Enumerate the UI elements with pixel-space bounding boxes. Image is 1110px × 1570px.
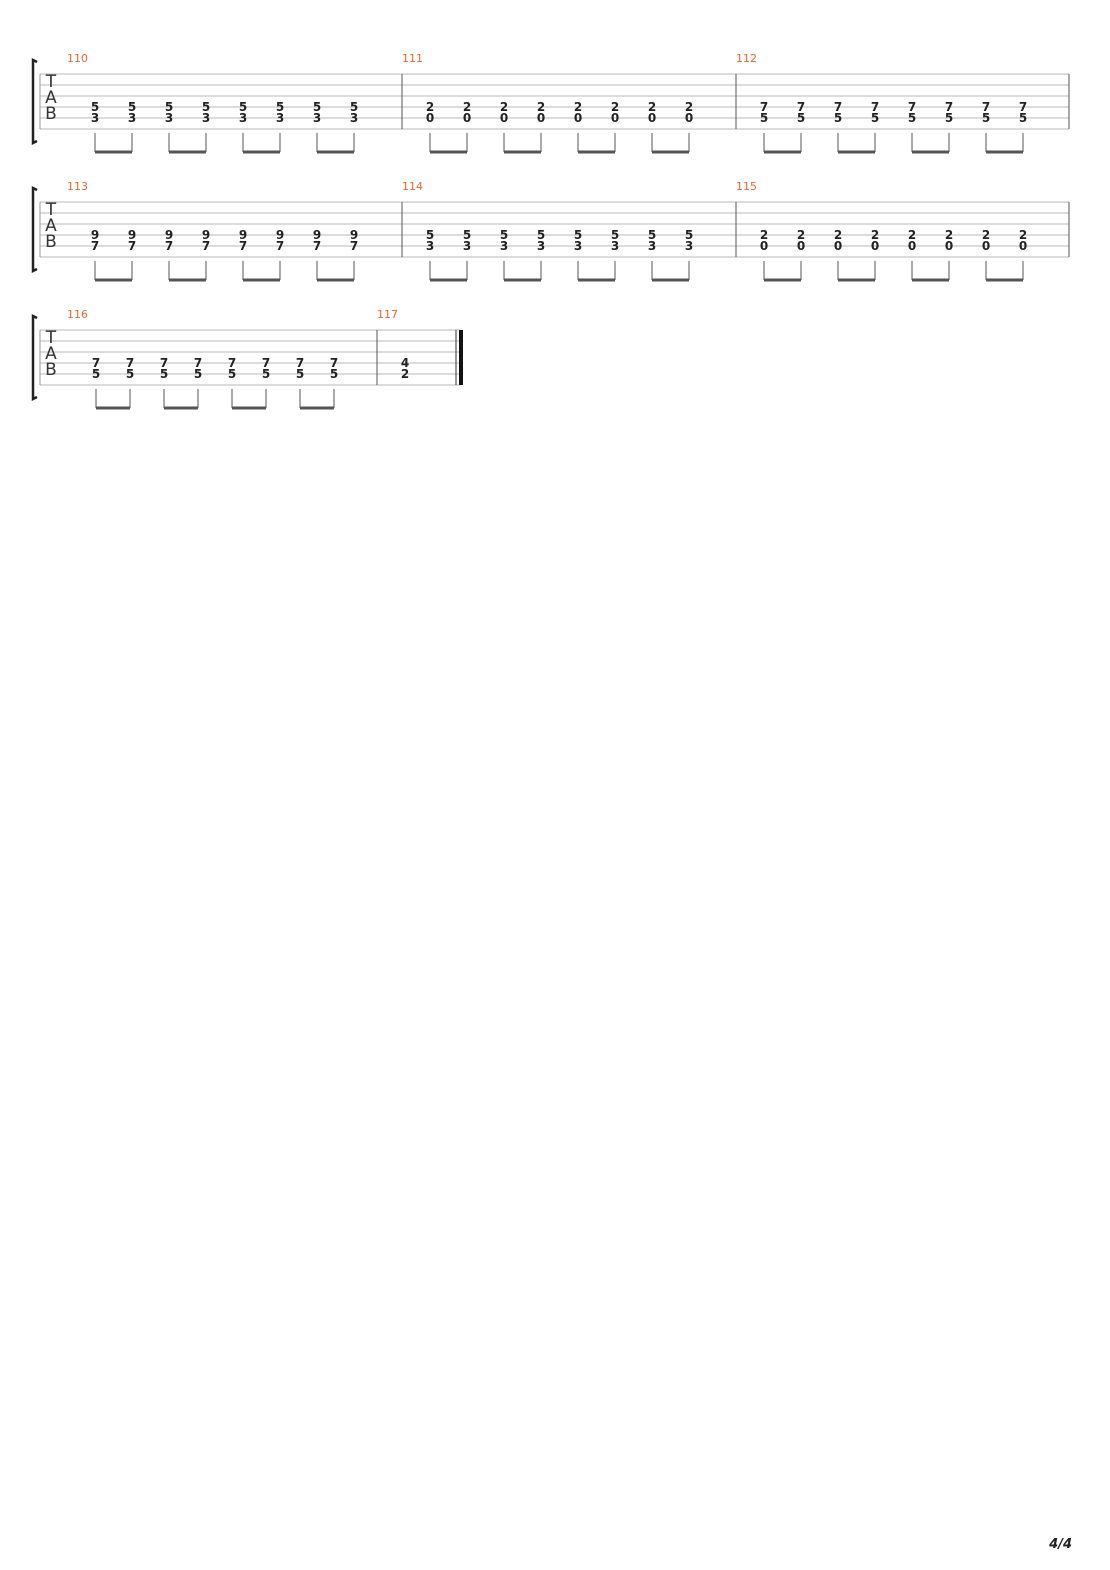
fret-number: 0 <box>536 111 546 125</box>
fret-number: 5 <box>349 100 359 114</box>
fret-number: 3 <box>536 239 546 253</box>
fret-number: 7 <box>312 239 322 253</box>
fret-number: 0 <box>907 239 917 253</box>
fret-number: 2 <box>400 367 410 381</box>
fret-number: 5 <box>159 367 169 381</box>
fret-number: 5 <box>295 367 305 381</box>
tab-clef-a: A <box>45 216 57 236</box>
page-number: 4/4 <box>1049 1537 1072 1552</box>
fret-number: 0 <box>833 239 843 253</box>
fret-number: 7 <box>91 356 101 370</box>
fret-number: 5 <box>90 100 100 114</box>
fret-number: 7 <box>349 239 359 253</box>
fret-number: 2 <box>610 100 620 114</box>
fret-number: 0 <box>944 239 954 253</box>
tab-clef-a: A <box>45 88 57 108</box>
fret-number: 2 <box>462 100 472 114</box>
fret-number: 7 <box>1018 100 1028 114</box>
fret-number: 3 <box>164 111 174 125</box>
fret-number: 9 <box>90 228 100 242</box>
fret-number: 0 <box>1018 239 1028 253</box>
fret-number: 7 <box>295 356 305 370</box>
fret-number: 0 <box>759 239 769 253</box>
fret-number: 7 <box>193 356 203 370</box>
fret-number: 2 <box>759 228 769 242</box>
fret-number: 7 <box>201 239 211 253</box>
fret-number: 2 <box>981 228 991 242</box>
fret-number: 7 <box>833 100 843 114</box>
fret-number: 3 <box>684 239 694 253</box>
fret-number: 7 <box>261 356 271 370</box>
fret-number: 2 <box>573 100 583 114</box>
fret-number: 2 <box>425 100 435 114</box>
fret-number: 2 <box>647 100 657 114</box>
fret-number: 5 <box>1018 111 1028 125</box>
fret-number: 2 <box>1018 228 1028 242</box>
measure-number: 113 <box>67 180 88 193</box>
fret-number: 7 <box>238 239 248 253</box>
fret-number: 9 <box>127 228 137 242</box>
fret-number: 3 <box>127 111 137 125</box>
measure-number: 115 <box>736 180 757 193</box>
fret-number: 5 <box>91 367 101 381</box>
tab-clef-a: A <box>45 344 57 364</box>
fret-number: 2 <box>833 228 843 242</box>
fret-number: 5 <box>684 228 694 242</box>
fret-number: 2 <box>870 228 880 242</box>
fret-number: 0 <box>425 111 435 125</box>
fret-number: 9 <box>349 228 359 242</box>
fret-number: 5 <box>870 111 880 125</box>
fret-number: 5 <box>573 228 583 242</box>
tab-clef-b: B <box>45 104 57 124</box>
fret-number: 5 <box>201 100 211 114</box>
fret-number: 2 <box>796 228 806 242</box>
tab-clef-t: T <box>45 200 57 220</box>
measure-number: 117 <box>377 308 398 321</box>
fret-number: 5 <box>944 111 954 125</box>
measure-number: 114 <box>402 180 423 193</box>
fret-number: 3 <box>425 239 435 253</box>
fret-number: 0 <box>610 111 620 125</box>
fret-number: 5 <box>238 100 248 114</box>
fret-number: 2 <box>536 100 546 114</box>
fret-number: 5 <box>759 111 769 125</box>
fret-number: 5 <box>499 228 509 242</box>
fret-number: 5 <box>164 100 174 114</box>
fret-number: 5 <box>125 367 135 381</box>
fret-number: 5 <box>536 228 546 242</box>
fret-number: 7 <box>90 239 100 253</box>
fret-number: 5 <box>647 228 657 242</box>
fret-number: 3 <box>573 239 583 253</box>
fret-number: 9 <box>275 228 285 242</box>
fret-number: 7 <box>125 356 135 370</box>
fret-number: 9 <box>312 228 322 242</box>
fret-number: 5 <box>312 100 322 114</box>
fret-number: 5 <box>796 111 806 125</box>
fret-number: 9 <box>238 228 248 242</box>
fret-number: 0 <box>870 239 880 253</box>
measure-number: 111 <box>402 52 423 65</box>
fret-number: 2 <box>944 228 954 242</box>
tab-clef-t: T <box>45 328 57 348</box>
fret-number: 5 <box>227 367 237 381</box>
fret-number: 0 <box>981 239 991 253</box>
fret-number: 0 <box>796 239 806 253</box>
fret-number: 3 <box>462 239 472 253</box>
fret-number: 7 <box>981 100 991 114</box>
fret-number: 5 <box>275 100 285 114</box>
measure-number: 116 <box>67 308 88 321</box>
fret-number: 3 <box>238 111 248 125</box>
fret-number: 5 <box>425 228 435 242</box>
fret-number: 5 <box>261 367 271 381</box>
tab-clef-t: T <box>45 72 57 92</box>
fret-number: 7 <box>164 239 174 253</box>
system-bracket <box>33 188 37 271</box>
fret-number: 9 <box>164 228 174 242</box>
fret-number: 3 <box>349 111 359 125</box>
fret-number: 5 <box>462 228 472 242</box>
fret-number: 3 <box>275 111 285 125</box>
fret-number: 0 <box>684 111 694 125</box>
system-bracket <box>33 60 37 143</box>
measure-number: 112 <box>736 52 757 65</box>
fret-number: 9 <box>201 228 211 242</box>
fret-number: 5 <box>329 367 339 381</box>
fret-number: 7 <box>944 100 954 114</box>
fret-number: 7 <box>759 100 769 114</box>
measure-number: 110 <box>67 52 88 65</box>
fret-number: 3 <box>312 111 322 125</box>
fret-number: 4 <box>400 356 410 370</box>
fret-number: 7 <box>870 100 880 114</box>
fret-number: 5 <box>610 228 620 242</box>
system-bracket <box>33 316 37 399</box>
fret-number: 5 <box>127 100 137 114</box>
fret-number: 3 <box>610 239 620 253</box>
tab-clef-b: B <box>45 360 57 380</box>
fret-number: 0 <box>647 111 657 125</box>
fret-number: 5 <box>907 111 917 125</box>
fret-number: 3 <box>201 111 211 125</box>
fret-number: 7 <box>227 356 237 370</box>
fret-number: 7 <box>127 239 137 253</box>
fret-number: 7 <box>275 239 285 253</box>
fret-number: 2 <box>499 100 509 114</box>
fret-number: 3 <box>90 111 100 125</box>
fret-number: 0 <box>573 111 583 125</box>
fret-number: 7 <box>796 100 806 114</box>
fret-number: 2 <box>907 228 917 242</box>
fret-number: 5 <box>193 367 203 381</box>
fret-number: 0 <box>499 111 509 125</box>
fret-number: 3 <box>647 239 657 253</box>
fret-number: 2 <box>684 100 694 114</box>
fret-number: 7 <box>907 100 917 114</box>
fret-number: 5 <box>833 111 843 125</box>
fret-number: 7 <box>159 356 169 370</box>
fret-number: 3 <box>499 239 509 253</box>
fret-number: 0 <box>462 111 472 125</box>
fret-number: 7 <box>329 356 339 370</box>
fret-number: 5 <box>981 111 991 125</box>
tab-clef-b: B <box>45 232 57 252</box>
